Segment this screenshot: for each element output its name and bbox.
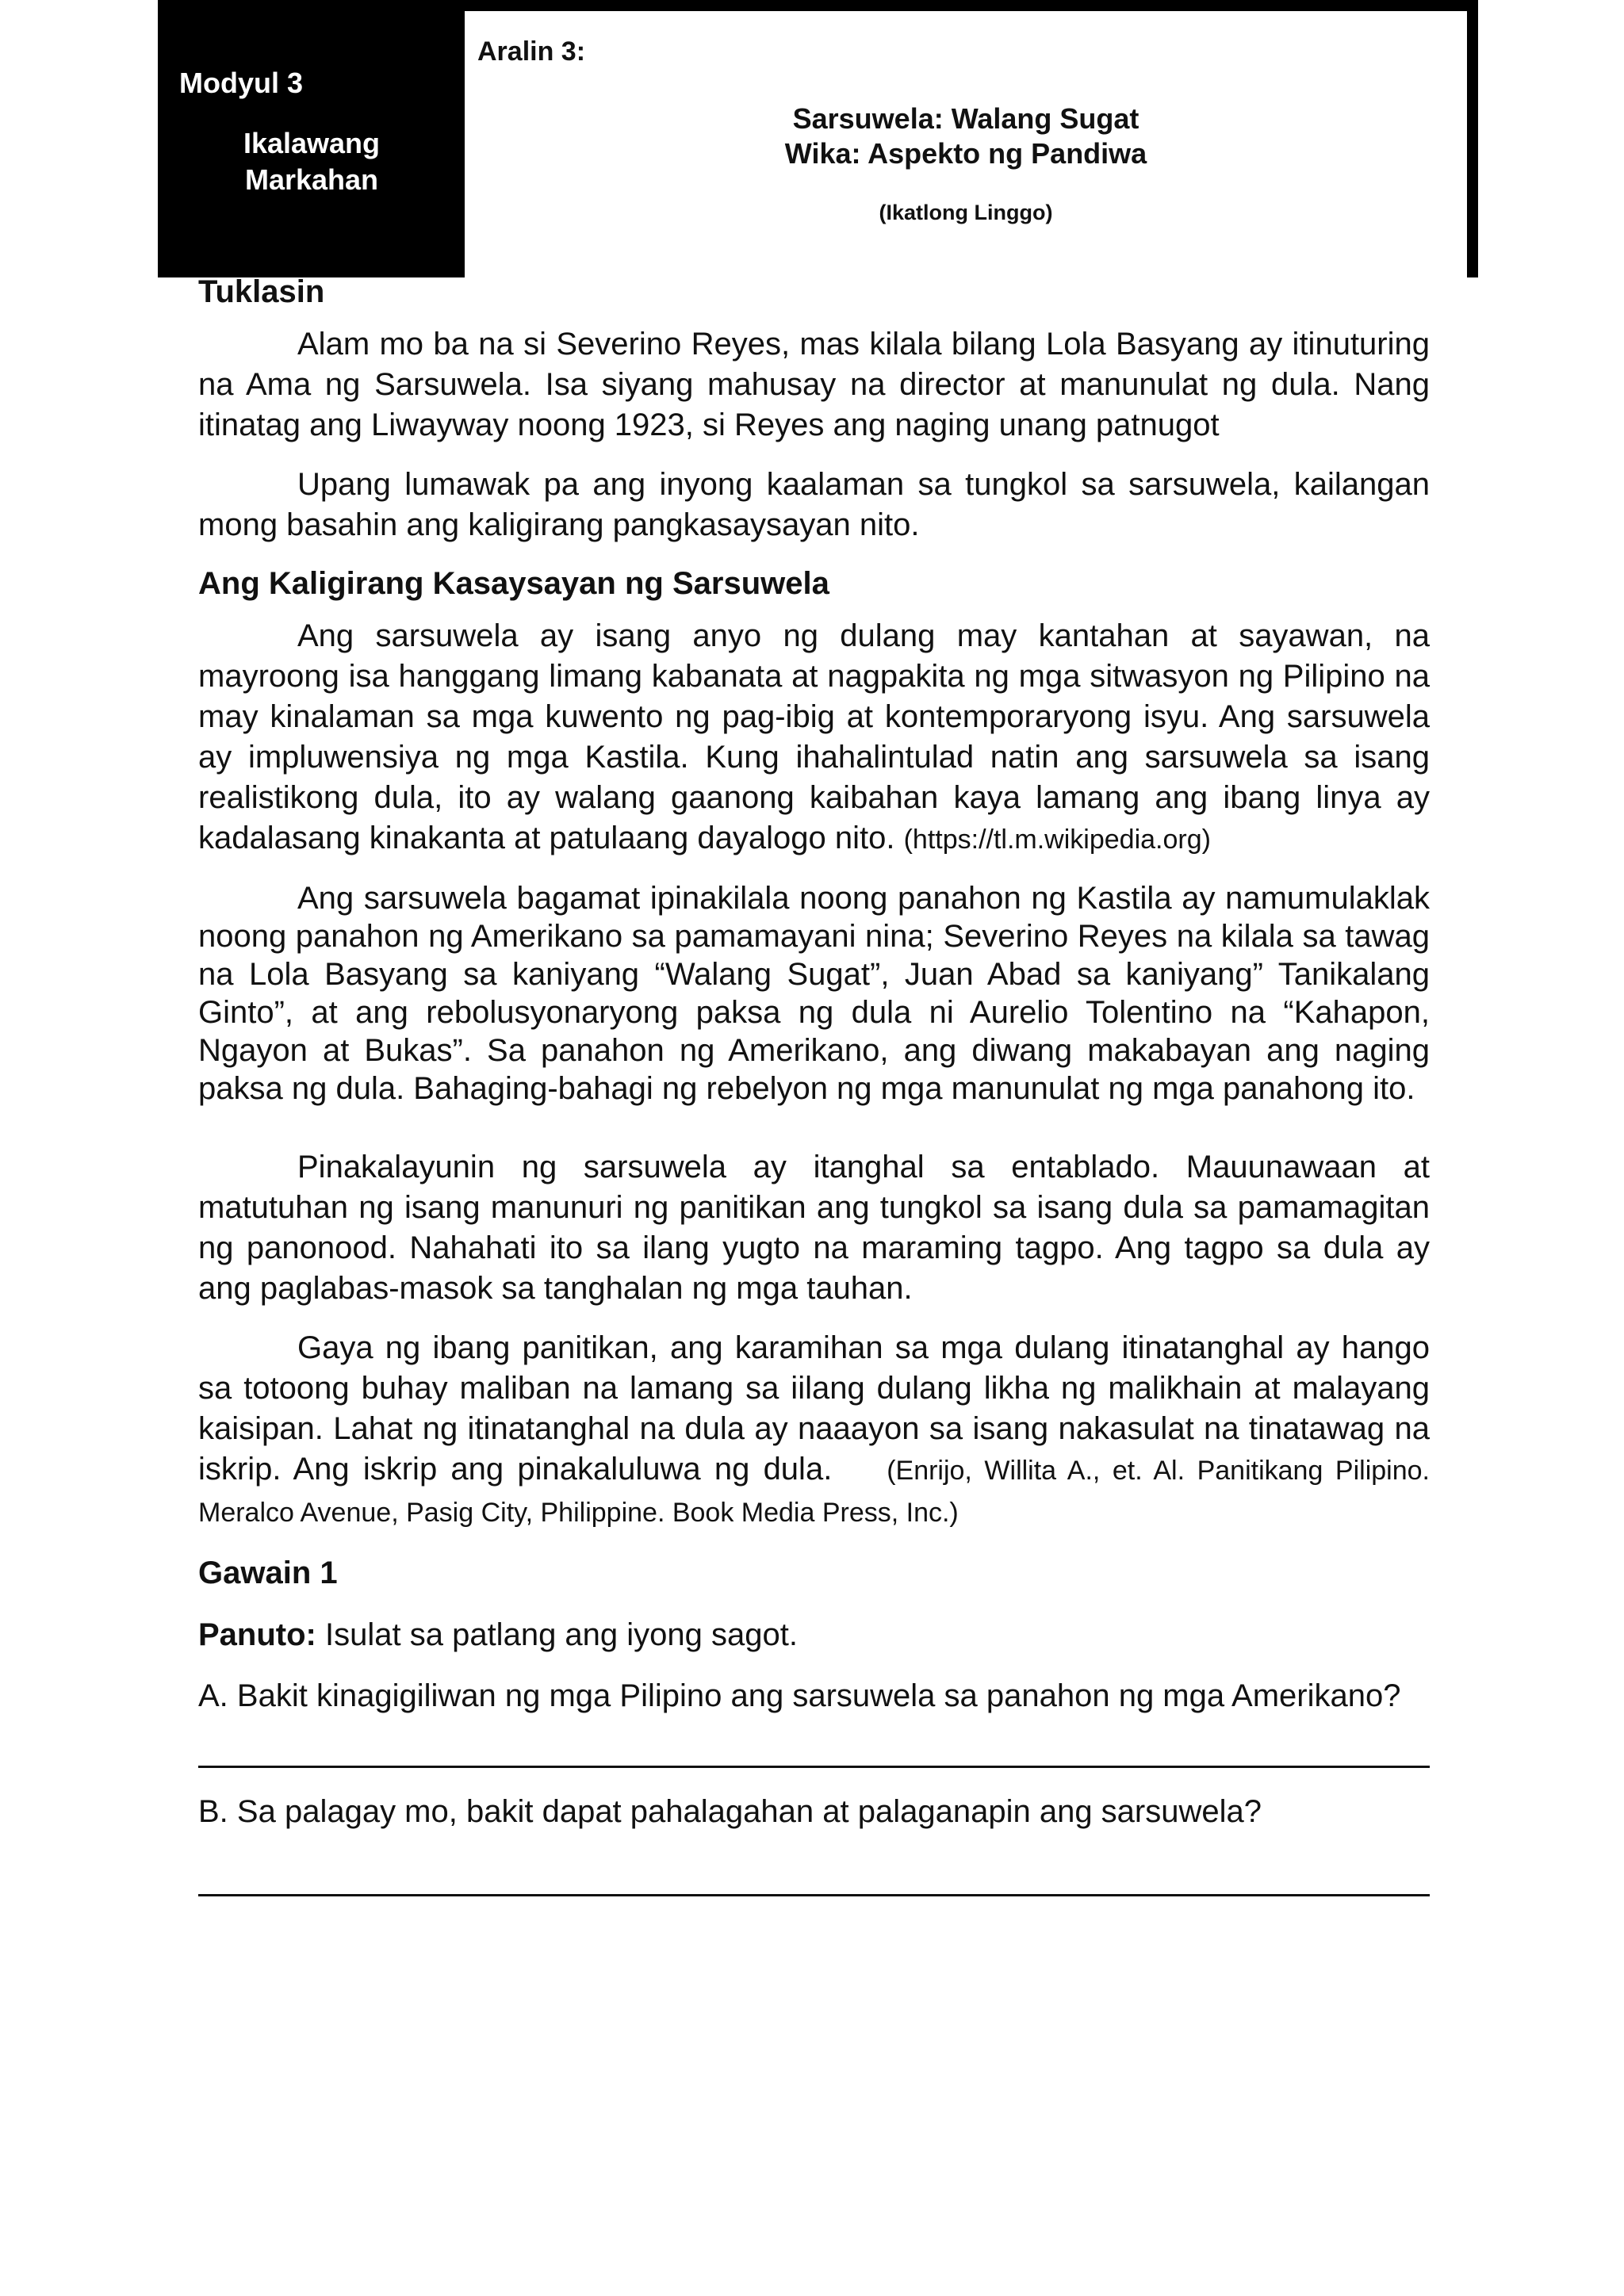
kaligiran-paragraph-1-text: Ang sarsuwela ay isang anyo ng dulang may kantahan at sayawan, na mayroong isa hanggang limang kabanata at nagpakita ng mga sitwasyon ng Pilipino na may kinalaman sa mga kuwento ng pag-ibig at kontemporaryong isyu. Ang sarsuwela ay impluwensiya ng mga Kastila. Kung ihahalintulad natin ang sarsuwela sa isang realistikong dula, ito ay walang gaanong kaibahan kaya lamang ang ibang linya ay kadalasang kinakanta at patulaang dayalogo nito. xyxy=(198,618,1430,855)
panuto xyxy=(198,1615,1430,1655)
kaligiran-heading: Ang Kaligirang Kasaysayan ng Sarsuwela xyxy=(198,566,829,601)
week-label: (Ikatlong Linggo) xyxy=(879,201,1053,224)
quarter-line-1: Ikalawang xyxy=(243,127,381,159)
lesson-title-line-2: Wika: Aspekto ng Pandiwa xyxy=(784,137,1147,170)
book-citation: (Enrijo, Willita A., et. Al. Panitikang Pilipino. Meralco Avenue, Pasig City, Philippine. Book Media Press, Inc.) xyxy=(198,1456,1430,1528)
question-b: B. Sa palagay mo, bakit dapat pahalagahan at palaganapin ang sarsuwela? xyxy=(198,1794,1262,1829)
lesson-label: Aralin 3: xyxy=(477,36,586,67)
lesson-title-line-1: Sarsuwela: Walang Sugat xyxy=(792,102,1139,135)
page-content xyxy=(198,274,1430,1896)
kaligiran-paragraph-1 xyxy=(198,616,1430,860)
kaligiran-paragraph-2: Ang sarsuwela bagamat ipinakilala noong panahon ng Kastila ay namumulaklak noong panahon ng Amerikano sa pamamayani nina; Severino Reyes na kilala sa tawag na Lola Basyang sa kaniyang “Walang Sugat”, Juan Abad sa kaniyang” Tanikalang Ginto”, at ang rebolusyonaryong paksa ng dula ni Aurelio Tolentino na “Kahapon, Ngayon at Bukas”. Sa panahon ng Amerikano, ang diwang makabayan ang naging paksa ng dula. Bahaging-bahagi ng rebelyon ng mga manunulat ng mga panahong ito. xyxy=(198,881,1430,1106)
kaligiran-paragraph-4 xyxy=(198,1328,1430,1533)
answer-line-a[interactable] xyxy=(198,1766,1430,1768)
panuto-text: Isulat sa patlang ang iyong sagot. xyxy=(325,1617,798,1652)
answer-line-b[interactable] xyxy=(198,1894,1430,1896)
tuklasin-paragraph-1: Alam mo ba na si Severino Reyes, mas kilala bilang Lola Basyang ay itinuturing na Ama ng Sarsuwela. Isa siyang mahusay na director at manunulat ng dula. Nang itinatag ang Liwayway noong 1923, si Reyes ang naging unang patnugot xyxy=(198,327,1430,442)
module-label: Modyul 3 xyxy=(179,67,304,99)
question-a: A. Bakit kinagigiliwan ng mga Pilipino ang sarsuwela sa panahon ng mga Amerikano? xyxy=(198,1678,1401,1713)
tuklasin-paragraph-2: Upang lumawak pa ang inyong kaalaman sa tungkol sa sarsuwela, kailangan mong basahin ang kaligirang pangkasaysayan nito. xyxy=(198,467,1430,542)
wikipedia-citation: (https://tl.m.wikipedia.org) xyxy=(903,825,1211,855)
lesson-title xyxy=(465,101,1467,171)
kaligiran-paragraph-4-text: Gaya ng ibang panitikan, ang karamihan sa mga dulang itinatanghal ay hango sa totoong buhay maliban na lamang sa iilang dulang likha ng malikhain at malayang kaisipan. Lahat ng itinatanghal na dula ay naaayon sa isang nakasulat na tinatawag na iskrip. Ang iskrip ang pinakaluluwa ng dula. xyxy=(198,1330,1430,1487)
quarter-line-2: Markahan xyxy=(244,163,379,196)
quarter-label xyxy=(205,125,419,198)
kaligiran-paragraph-3: Pinakalayunin ng sarsuwela ay itanghal sa entablado. Mauunawaan at matutuhan ng isang manunuri ng panitikan ang tungkol sa isang dula sa pamamagitan ng panonood. Nahahati ito sa ilang yugto na maraming tagpo. Ang tagpo sa dula ay ang paglabas-masok sa tanghalan ng mga tauhan. xyxy=(198,1150,1430,1306)
panuto-label: Panuto: xyxy=(198,1617,316,1652)
gawain-heading: Gawain 1 xyxy=(198,1556,338,1590)
tuklasin-heading: Tuklasin xyxy=(198,274,325,309)
